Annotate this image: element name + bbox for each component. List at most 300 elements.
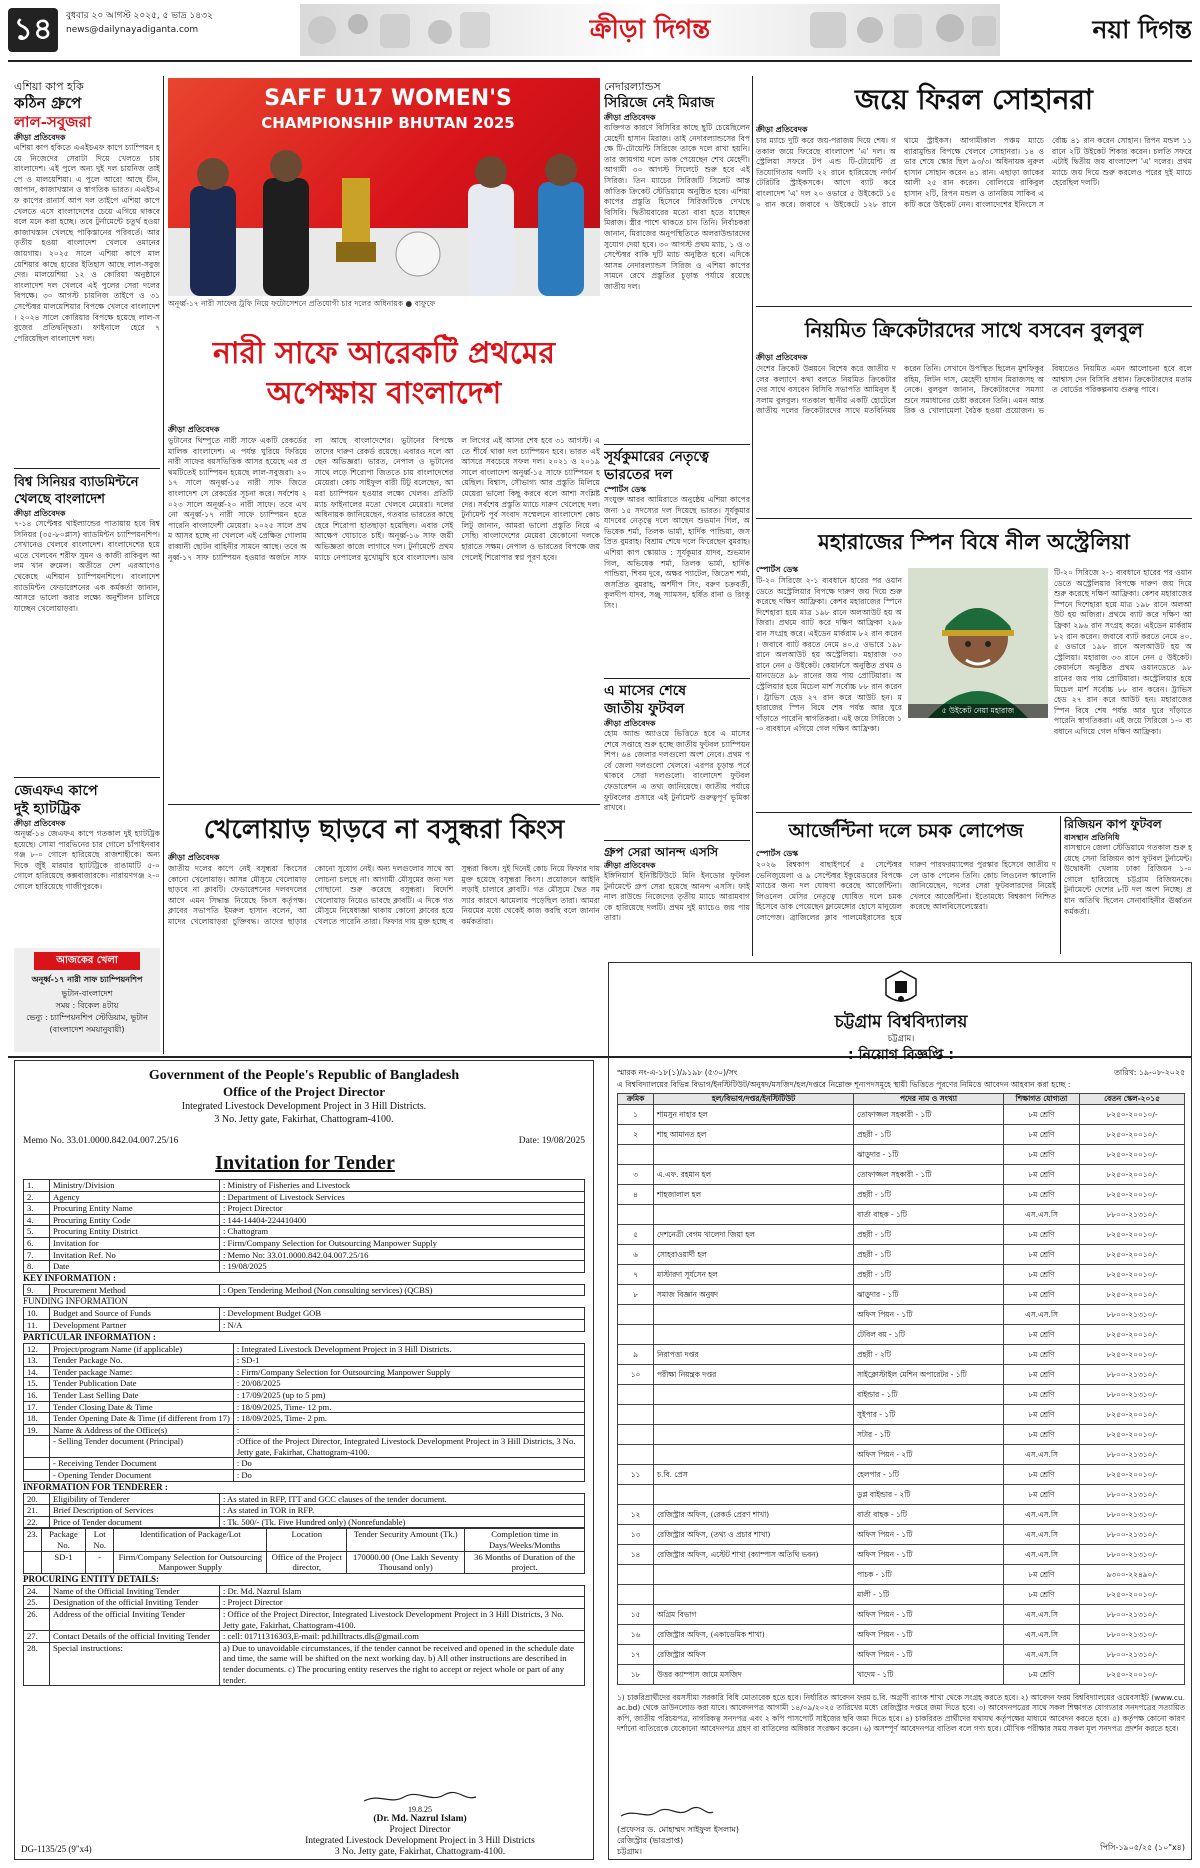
tender-cell: : Firm/Company Selection for Outsourcing Manpower Supply (233, 1366, 584, 1378)
kings-byline-text: ক্রীড়া প্রতিবেদক (168, 853, 220, 862)
cu-table-row (618, 1385, 1185, 1405)
cu-table-cell: ঝাড়ুদার - ১টি (854, 1285, 1004, 1305)
tender-cell: 21. (24, 1505, 50, 1517)
cu-table-cell: প্রহরী - ১টি (854, 1185, 1004, 1205)
tender-cell: Tender Publication Date (50, 1378, 234, 1390)
kings-headline (168, 810, 600, 850)
cu-table-cell (618, 1485, 654, 1505)
cu-table-cell: ৬ (618, 1245, 654, 1265)
maharaj-byline-text: স্পোর্টস ডেস্ক (756, 565, 799, 574)
saff-body: ভুটানের থিম্পুতে নারী সাফে একটি রেকর্ডের মালিক বাংলাদেশ। এ পর্যন্ত ঘুরিয়ে ফিরিয়ে নারী সাফের বয়সভিত্তিক আসর হয়েছে এর প্রথমটিতেই চ্যাম্পিয়ন হয়েছে লাল-সবুজরা। ২০১৭ সালে অনূর্ধ্ব-১৫ নারী সাফ জিতে বাংলাদেশ সে রেকর্ডের সূচনা করে। সর্বশেষ ২০২৩ সালে অনূর্ধ্ব-২০ নারী সাফে। তবে এখনো অনূর্ধ্ব-১৭ নারী সাফে চ্যাম্পিয়ন হতে পারেনি বাংলাদেশী মেয়েরা। ২০২৫ সালে প্রথম আসর হচ্ছে না খেললে এই প্রেক্ষিত গোলাম রাব্বানী ছোটন বাহিনীর সামনে আছে। তবে অনূর্ধ্ব-১৭ সাফ চ্যাম্পিয়ন হওয়ার অর্জনে সাফল্য আছে বাংলাদেশের। ভুটানের বিপক্ষে তাদের দারুণ রেকর্ড রয়েছে। এবারও দলে আছেন অভিজ্ঞরা। ভারত, নেপাল ও ভুটানের সাথে লড়ে শিরোপা জিততে চায় বাংলাদেশের মেয়েরা। কোচ সাইফুল বারী টিটু বলেছেন, আমরা চ্যাম্পিয়ন হওয়ার লক্ষ্যে খেলব। প্রতিটি ম্যাচ ফাইনালের মতো খেলবে মেয়েরা। দলের অধিনায়ক জানিয়েছেন, গতবার ভারতের কাছে হেরে শিরোপা হাতছাড়া হয়েছিল। এবার সেই আক্ষেপ ঘোচাতে চাই। অনূর্ধ্ব-১৬ সাফ জয়ী অভিজ্ঞতা কাজে লাগাবে দল। টুর্নামেন্টে প্রথম ম্যাচে নেপালের মুখোমুখি হবে বাংলাদেশ। ডাবল লিগের এই আসর শেষ হবে ৩১ আগস্ট। এতে শীর্ষে থাকা দল চ্যাম্পিয়ন হবে। ভারত এই আসরে সবচেয়ে সফল দল। ২০২১ ও ২০১৯ সালে বাংলাদেশ অনূর্ধ্ব-১৫ সাফে চ্যাম্পিয়ন হয়েছিল। বিশ্বাস, সৌভাগ্য আর প্রস্তুতি মিলিয়ে মেয়েরা ভালো কিছু করবে বলে আশা সংশ্লিষ্টদের। সর্বশেষ প্রস্তুতি ম্যাচে দারুণ খেলেছে দল। টুর্নামেন্ট পূর্ব সংবাদ সম্মেলনে বাংলাদেশ কোচ লিটু জানান, আমরা ভালো প্রস্তুতি নিয়ে এসেছি। বাংলাদেশের মেয়েরা যেকোনো দলকে হারাতে সক্ষম। নেপাল ও ভারতের বিপক্ষে জয় পেলেই শিরোপার স্বপ্ন পূরণ হবে। (168, 436, 600, 562)
tender-cell: - Receiving Tender Document (50, 1458, 234, 1470)
tender-table-3 (23, 1307, 585, 1331)
signature-mark (360, 1791, 480, 1805)
tender-row (24, 1493, 585, 1505)
cu-table-cell: ৮২৫০-২০০১০/- (1080, 1585, 1185, 1605)
tender-cell: Tender Closing Date & Time (50, 1401, 234, 1413)
tender-row (24, 1631, 585, 1643)
tender-package-cell: SD-1 (41, 1551, 85, 1573)
cu-table-cell: ৮২৫০-২০০১০/- (1080, 1285, 1185, 1305)
tender-cell: : Ministry of Fisheries and Livestock (220, 1180, 585, 1192)
cu-table-cell: অগ্রিম বিভাগ (654, 1605, 854, 1625)
cu-table-cell: ৮৮০০-২১৩১০/- (1080, 1505, 1185, 1525)
cu-table-cell: মাস্টারদা সূর্যসেন হল (654, 1265, 854, 1285)
argentina-byline-text: স্পোর্টস ডেস্ক (756, 849, 799, 858)
argentina-body: ২০২৬ বিশ্বকাপ বাছাইপর্বে ৫ সেপ্টেম্বর ভেনিজুয়েলা ও ৯ সেপ্টেম্বর ইকুয়েডরের বিপক্ষে ম্যাচের জন্য দল ঘোষণা করেছে আর্জেন্টিনা। লিওনেল মেসির নেতৃত্বে ঘোষিত দলে চমক হিসেবে ডাক পেয়েছেন ফ্লামেঙ্গোর হোসে মানুয়েল লোপেজ। ব্রাজিলের ক্লাব পালমেইরাসের হয়ে দারুণ পারফরম্যান্সের পুরস্কার হিসেবে জাতীয় দলে ডাক পেলেন তিনি। কোচ লিওনেল স্কালোনি জানিয়েছেন, দলের সেরা ফুটবলারদের নিয়েই খেলবে আর্জেন্টিনা। ইতোমধ্যে বিশ্বকাপ নিশ্চিত করেছে আলবিসেলেস্তেরা। (756, 860, 1056, 922)
tender-procuring: PROCURING ENTITY DETAILS: (23, 1573, 160, 1584)
tender-package-cell: Location (267, 1529, 347, 1551)
cricketer-illustration (908, 568, 1048, 718)
cu-table-cell: এস.এস.সি (1004, 1505, 1080, 1525)
cu-table-cell: ৮ম শ্রেণি (1004, 1325, 1080, 1345)
cu-table-cell: অফিস পিয়ন - ১টি (854, 1525, 1004, 1545)
cu-table-cell: ৮২৫০-২০০১০/- (1080, 1425, 1185, 1445)
paper-logo[interactable]: নয়া দিগন্ত (1092, 15, 1192, 44)
cu-table-cell: ১৭ (618, 1645, 654, 1665)
cu-table-row (618, 1665, 1185, 1685)
tender-table-1 (23, 1179, 585, 1273)
cu-table-cell: ১৪ (618, 1545, 654, 1565)
tender-cell: : As stated in RFP, ITT and GCC clauses of the tender document. (220, 1493, 585, 1505)
cu-table-row (618, 1325, 1185, 1345)
hockey-story (14, 80, 160, 464)
cu-header-cell: পদের নাম ও সংখ্যা (854, 1094, 1004, 1105)
cu-table-cell: ৮২৫০-২০০১০/- (1080, 1145, 1185, 1165)
cu-table-cell: এস.এস.সি (1004, 1445, 1080, 1465)
tender-row (24, 1585, 585, 1597)
tender-key-info: KEY INFORMATION : (23, 1272, 116, 1283)
tender-row (24, 1237, 585, 1249)
football-byline: ক্রীড়া প্রতিবেদক (604, 719, 656, 728)
cu-table-cell: অফিস পিয়ন - ২টি (854, 1445, 1004, 1465)
tender-row (24, 1597, 585, 1609)
saff-banner-1: SAFF U17 WOMEN'S (264, 86, 512, 111)
tender-funding: FUNDING INFORMATION (23, 1296, 128, 1307)
tender-notice (14, 1060, 594, 1860)
tender-cell: 7. (24, 1249, 50, 1261)
tender-cell: 28. (24, 1642, 50, 1685)
saff-banner-2: CHAMPIONSHIP BHUTAN 2025 (261, 114, 515, 132)
cu-ref: স্মারক নং-এ-১৮(১)/৯১৯৮ (৫৩০)/সং (617, 1068, 738, 1077)
cu-city: চট্টগ্রাম। (887, 1034, 915, 1044)
cu-table-cell: ৮ম শ্রেণি (1004, 1585, 1080, 1605)
tender-cell: : 144-14404-224410400 (220, 1214, 585, 1226)
cu-table-cell: রেজিস্ট্রার অফিস, (তথ্য ও প্রচার শাখা) (654, 1525, 854, 1545)
tender-row (24, 1249, 585, 1261)
cu-notes: ১) চাকরিপ্রার্থীদের বয়সসীমা সরকারি বিধি মোতাবেক হতে হবে। নির্ধারিত আবেদন ফরম চ.বি. অগ্রণী ব্যাংক শাখা থেকে সংগ্রহ করতে হবে। ২) আবেদন ফরম বিশ্ববিদ্যালয়ের ওয়েবসাইট (www.cu.ac.bd) থেকে ডাউনলোড করা যাবে। আবেদনপত্র আগামী ১৪/০৯/২০২৫ তারিখের মধ্যে রেজিস্ট্রার দপ্তরে জমা দিতে হবে। ৩) আবেদনপত্রের সাথে সকল শিক্ষাগত যোগ্যতার সনদপত্রের সত্যায়িত কপি, জাতীয় পরিচয়পত্র, নাগরিকত্ব সনদপত্র এবং ২ কপি পাসপোর্ট সাইজের ছবি জমা দিতে হবে। ৪) চাকরিরত প্রার্থীদের যথাযথ কর্তৃপক্ষের মাধ্যমে আবেদন করতে হবে। ৫) কর্তৃপক্ষ কোনো কারণ দর্শানো ব্যতিরেকে যেকোনো আবেদনপত্র গ্রহণ বা বাতিলের অধিকার সংরক্ষণ করেন। ৬) অসম্পূর্ণ আবেদনপত্র বাতিল বলে গণ্য হবে। মৌখিক পরীক্ষার সময় সকল মূল সনদপত্র প্রদর্শন করতে হবে। (617, 1693, 1185, 1734)
cu-table-row (618, 1165, 1185, 1185)
tender-cell: 19. (24, 1424, 50, 1436)
cu-table-cell: ৮৮০০-২১৩১০/- (1080, 1205, 1185, 1225)
tender-particular: PARTICULAR INFORMATION : (23, 1331, 156, 1342)
region-story (1064, 816, 1192, 954)
surya-byline: স্পোর্টস ডেস্ক (604, 485, 647, 494)
tender-row (24, 1413, 585, 1425)
tender-cell: : Do (233, 1458, 584, 1470)
cu-table-cell (654, 1325, 854, 1345)
tender-cell: 11. (24, 1319, 50, 1331)
tender-row (24, 1609, 585, 1631)
cu-table-cell: ৮৮০০-২১৩১০/- (1080, 1525, 1185, 1545)
tender-cell: : Chattogram (220, 1226, 585, 1238)
cu-table-cell: ৯ (618, 1345, 654, 1365)
col-divider-3 (604, 444, 750, 445)
cu-table-row (618, 1565, 1185, 1585)
tender-cell: Procurement Method (50, 1284, 220, 1296)
section-title: ক্রীড়া দিগন্ত (589, 15, 711, 45)
cu-header-cell: বেতন স্কেল-২০১৫ (1080, 1094, 1185, 1105)
saff-headline-1: নারী সাফে আরেকটি প্রথমের (212, 336, 556, 371)
tender-table-4 (23, 1343, 585, 1482)
tender-row (24, 1505, 585, 1517)
surya-story (604, 448, 750, 676)
tender-row (24, 1308, 585, 1320)
tender-cell: 18. (24, 1413, 50, 1425)
today-games-time: সময় : বিকেল ৪টায় (55, 1001, 119, 1010)
tender-row (24, 1458, 585, 1470)
cu-table-cell: হেলপার - ১টি (854, 1465, 1004, 1485)
cu-signature (617, 1805, 877, 1857)
tender-package-cell: Office of the Project director, (267, 1551, 347, 1573)
tender-cell: 22. (24, 1516, 50, 1528)
badminton-title-1: বিশ্ব সিনিয়র ব্যাডমিন্টনে (14, 475, 139, 490)
cu-table-cell (618, 1585, 654, 1605)
tender-row (24, 1214, 585, 1226)
saff-headline (168, 334, 600, 418)
tender-cell: Tender package Name: (50, 1366, 234, 1378)
tender-row (24, 1389, 585, 1401)
cu-table-row (618, 1485, 1185, 1505)
cu-table-cell: এস.এস.সি (1004, 1605, 1080, 1625)
cu-table-wrap (617, 1093, 1185, 1689)
cu-table-cell (654, 1145, 854, 1165)
cu-table-cell: ৮ম শ্রেণি (1004, 1225, 1080, 1245)
today-games-event: অনূর্ধ্ব-১৭ নারী সাফ চ্যাম্পিয়নশিপ (31, 975, 143, 984)
cu-table-cell (618, 1425, 654, 1445)
cu-table-cell: ১০ (618, 1365, 654, 1385)
vertical-rule-region (1060, 816, 1061, 954)
cu-table-row (618, 1145, 1185, 1165)
cu-table-cell: ৮৮০০-২১৩১০/- (1080, 1545, 1185, 1565)
cu-table-header (618, 1094, 1185, 1105)
surya-body: সংযুক্ত আরব আমিরাতে অনুষ্ঠেয় এশিয়া কাপের জন্য ১৫ সদস্যের দল দিয়েছে ভারত। সূর্যকুমার যাদবের নেতৃত্বে দলে আছেন শুভমান গিল, অভিষেক শর্মা, তিলক ভার্মা, হার্দিক পান্ডিয়া, জসপ্রিত বুমরাহ। বিশ্রাম শেষে দলে ফিরেছেন বুমরাহ। এশিয়া কাপ স্কোয়াড : সূর্যকুমার যাদব, শুভমান গিল, অভিষেক শর্মা, তিলক ভার্মা, হার্দিক পান্ডিয়া, শিবম দুবে, অক্ষর প্যাটেল, জিতেশ শর্মা, জসপ্রিত বুমরাহ, অর্শদীপ সিং, বরুণ চক্রবর্তী, কুলদীপ যাদব, সঞ্জু স্যামসন, হর্ষিত রানা ও রিংকু সিং। (604, 495, 750, 610)
tender-cell: - Opening Tender Document (50, 1470, 234, 1482)
cu-table-cell (618, 1325, 654, 1345)
bulbul-headline-text: নিয়মিত ক্রিকেটারদের সাথে বসবেন বুলবুল (804, 318, 1144, 342)
tender-package-row (24, 1551, 585, 1573)
maharaj-headline (756, 522, 1192, 562)
sohan-headline (756, 78, 1192, 122)
tender-cell: : Project Director (220, 1203, 585, 1215)
cu-table-cell: ৮২৫০-২০০১০/- (1080, 1125, 1185, 1145)
cu-table-row (618, 1265, 1185, 1285)
cu-table-cell: ৮ম শ্রেণি (1004, 1365, 1080, 1385)
tender-cell: 20. (24, 1493, 50, 1505)
cu-vacancy-table (617, 1093, 1185, 1685)
cu-table-cell: সটার - ১টি (854, 1425, 1004, 1445)
today-games-venue: ভেন্যু : চ্যাম্পিয়নশিপ স্টেডিয়াম, ভুটান (বাংলাদেশ সময়ানুযায়ী) (26, 1013, 148, 1034)
netherlands-story (604, 80, 750, 442)
group-best-story (604, 844, 750, 954)
tender-cell (24, 1436, 50, 1458)
cu-table-cell: এ.এফ. রহমান হল (654, 1165, 854, 1185)
sohan-headline-text: জয়ে ফিরল সোহানরা (854, 83, 1094, 116)
bulbul-byline (756, 352, 896, 364)
cu-table-row (618, 1305, 1185, 1325)
tender-cell (24, 1470, 50, 1482)
tender-table-6 (23, 1585, 585, 1686)
cu-table-cell: ৮২৫০-২০০১০/- (1080, 1105, 1185, 1125)
cu-table-cell: ৮ম শ্রেণি (1004, 1485, 1080, 1505)
tender-dg-code: DG-1135/25 (9"x4) (21, 1844, 92, 1854)
cu-table-cell: ৮২৫০-২০০১০/- (1080, 1245, 1185, 1265)
cu-date: তারিখ: ১৯-০৮-২০২৫ (1114, 1068, 1185, 1077)
cu-table-cell (654, 1385, 854, 1405)
cu-table-row (618, 1525, 1185, 1545)
tender-cell: Development Partner (50, 1319, 220, 1331)
tender-cell: 9. (24, 1284, 50, 1296)
today-games-title: আজকের খেলা (34, 952, 140, 970)
tender-row (24, 1191, 585, 1203)
tender-cell: Procuring Entity Code (50, 1214, 220, 1226)
kings-byline (168, 852, 308, 864)
cu-table-cell: শাহ আমানত হল (654, 1125, 854, 1145)
group-best-byline: ক্রীড়া প্রতিবেদক (604, 861, 656, 870)
page-number-badge: ১৪ (8, 8, 58, 52)
tender-cell: Invitation Ref. No (50, 1249, 220, 1261)
cu-table-cell: ডুপ্ল বাইন্ডার - ২টি (854, 1485, 1004, 1505)
cu-table-cell: ৩ (618, 1165, 654, 1185)
masthead (0, 0, 1200, 66)
cu-table-cell (654, 1205, 854, 1225)
cu-header-cell: হল/বিভাগ/দপ্তর/ইনস্টিটিউট (654, 1094, 854, 1105)
tender-cell: 8. (24, 1261, 50, 1273)
tender-cell: 6. (24, 1237, 50, 1249)
tender-row (24, 1180, 585, 1192)
cu-sig-name: (প্রফেসর ড. মোহাম্মদ সাইফুল ইসলাম) (617, 1825, 739, 1834)
captains-illustration (168, 78, 600, 296)
cu-table-cell: অফিস পিয়ন - ১টি (854, 1545, 1004, 1565)
jfa-story (14, 782, 160, 942)
football-story (604, 682, 750, 838)
cu-table-row (618, 1125, 1185, 1145)
cu-table-cell (618, 1405, 654, 1425)
cu-table-cell: অফিস পিয়ন - ১টি (854, 1605, 1004, 1625)
cu-table-cell: ৮২৫০-২০০১০/- (1080, 1225, 1185, 1245)
tender-table-2 (23, 1284, 585, 1297)
tender-cell (24, 1458, 50, 1470)
football-title-2: জাতীয় ফুটবল (604, 701, 685, 717)
tender-row (24, 1436, 585, 1458)
cu-table-row (618, 1405, 1185, 1425)
tender-cell: : Department of Livestock Services (220, 1191, 585, 1203)
tender-cell: : Firm/Company Selection for Outsourcing Manpower Supply (220, 1237, 585, 1249)
football-title-1: এ মাসের শেষে (604, 683, 687, 699)
netherlands-kicker: নেদারল্যান্ডস (604, 80, 661, 93)
cu-table-cell: ৮২৫০-২০০১০/- (1080, 1465, 1185, 1485)
cu-table-cell: ৯৩০০-২২৪৯০/- (1080, 1565, 1185, 1585)
tender-cell: : Office of the Project Director, Integrated Livestock Development Project in 3 Hill Districts, 3 No. Jetty gate, Fakirhat, Chattogram-4100. (220, 1609, 585, 1631)
vertical-rule-left (163, 76, 164, 1054)
tender-cell: : 18/09/2025, Time- 2 pm. (233, 1413, 584, 1425)
cu-table-cell: ৮ম শ্রেণি (1004, 1165, 1080, 1185)
cu-table-cell: ৮ম শ্রেণি (1004, 1405, 1080, 1425)
tender-cell: Ministry/Division (50, 1180, 220, 1192)
badminton-byline: ক্রীড়া প্রতিবেদক (14, 509, 66, 518)
cu-table-row (618, 1285, 1185, 1305)
sports-collage-right (800, 4, 1000, 56)
tender-address: 3 No. Jetty gate, Fakirhat, Chattogram-4100. (214, 1114, 394, 1125)
cu-table-cell: ৮৮০০-২১৩১০/- (1080, 1605, 1185, 1625)
kings-body: জাতীয় দলের কাপে নেই বসুন্ধরা কিংসের কোনো খেলোয়াড়। আসন্ন মৌসুমে খেলোয়াড় ছাড়বে না ক্লাবটি। ফেডারেশনের দলবদলের আগে এমন সিদ্ধান্ত নিয়েছে কিংস কর্তৃপক্ষ। ক্লাবের সভাপতি ইমরুল হাসান বলেন, আমাদের খেলোয়াড়রা চুক্তিবদ্ধ। তাদের ছাড়ার কোনো সুযোগ নেই। অন্য দলগুলোর সাথে আলোচনা চলছে না। আগামী মৌসুমের জন্য দল গোছানো শুরু করেছে বসুন্ধরা। বিদেশি খেলোয়াড় নিয়েও ভাবছে ক্লাবটি। এ দিকে গত মৌসুমে নিষেধাজ্ঞা থাকায় কোনো ক্লাবের হয়ে খেলতে পারেনি তারা। ফিফার দায় মুক্ত হচ্ছে বসুন্ধরা কিংস। দুই দিনেই কোচ নিয়ে ফিফার দায় মুক্ত হয়েছে বসুন্ধরা কিংস। প্রয়োজনে আইনি লড়াই চালাবে ক্লাবটি। গত মৌসুমে দ্বৈত সমস্যার কারণে ঝামেলায় পড়েছিল তারা। আমরা নিয়মের মধ্যে থেকেই কাজ করছি বলে জানান কর্মকর্তারা। (168, 864, 600, 926)
hockey-byline: ক্রীড়া প্রতিবেদক (14, 133, 66, 142)
cu-table-cell: এস.এস.সি (1004, 1625, 1080, 1645)
cu-table-cell: ৮ম শ্রেণি (1004, 1385, 1080, 1405)
cu-table-cell: পরীক্ষা নিয়ন্ত্রক দপ্তর (654, 1365, 854, 1385)
tender-row (24, 1203, 585, 1215)
tender-cell: 16. (24, 1389, 50, 1401)
cu-table-cell: এস.এস.সি (1004, 1205, 1080, 1225)
sohan-bottom-rule (756, 306, 1192, 307)
saff-byline (168, 424, 308, 436)
cu-table-cell: মালী - ১টি (854, 1585, 1004, 1605)
cu-table-cell: বার্তা বাহক - ১টি (854, 1205, 1004, 1225)
tender-cell: : (233, 1424, 584, 1436)
cu-table-cell: ১ (618, 1105, 654, 1125)
tender-cell: 10. (24, 1308, 50, 1320)
tender-cell: 17. (24, 1401, 50, 1413)
saff-photo (168, 78, 600, 296)
cu-table-row (618, 1545, 1185, 1565)
cu-table-cell: চ.বি. প্রেস (654, 1465, 854, 1485)
tender-package-cell: Lot No. (86, 1529, 114, 1551)
cu-table-cell: সাইক্লোস্টাইল মেশিন অপারেটর - ১টি (854, 1365, 1004, 1385)
tender-cell: a) Due to unavoidable circumstances, if the tender cannot be received and opened in the schedule date and time, the same will be shifted on the next working day. b) All other instructions are described in tender documents. c) The procuring entity reserves the right to accept or reject whole or part of any tender. (220, 1642, 585, 1685)
cu-table-cell: প্রহরী - ১টি (854, 1225, 1004, 1245)
tender-row (24, 1424, 585, 1436)
cu-table-cell: ৮ (618, 1285, 654, 1305)
cu-table-cell: ৮২৫০-২০০১০/- (1080, 1665, 1185, 1685)
tender-row (24, 1366, 585, 1378)
cu-table-cell: উত্তর ক্যাম্পাস জামে মসজিদ (654, 1665, 854, 1685)
cu-table-cell: ১৮ (618, 1665, 654, 1685)
jfa-body: অনূর্ধ্ব-১৪ জেএফএ কাপে গতকাল দুই হ্যাটট্রিক হয়েছে। সোমা পারভিনের চার গোলে চাঁপাইনবাবগঞ্জ ৮-০ গোলে হারিয়েছে রাজশাহীকে। অন্য দিকে জুঁই মারমার হ্যাটট্রিকে রাঙামাটি ৫-০ গোলে হারিয়েছে কক্সবাজারকে। নারায়ণগঞ্জ ২-০ গোলে হারিয়েছে গাজীপুরকে। (14, 829, 160, 891)
cu-table-cell: ৮৮০০-২১৩১০/- (1080, 1445, 1185, 1465)
tender-cell: Tender Package No. (50, 1355, 234, 1367)
cu-table-cell: এস.এস.সি (1004, 1545, 1080, 1565)
tender-package-cell (24, 1551, 42, 1573)
jfa-byline: ক্রীড়া প্রতিবেদক (14, 819, 66, 828)
cu-table-cell (618, 1565, 654, 1585)
cu-table-cell: সুইপার - ১টি (854, 1405, 1004, 1425)
surya-title-1: সূর্যকুমারের নেতৃত্বে (604, 449, 709, 465)
cu-table-cell: প্রহরী - ২টি (854, 1345, 1004, 1365)
tender-package-cell: - (86, 1551, 114, 1573)
tender-cell: 26. (24, 1609, 50, 1631)
saff-photo-caption: অনূর্ধ্ব-১৭ নারী সাফের ট্রফি নিয়ে ফটোসেশনে প্রতিযোগী চার দলের অধিনায়ক ● বাফুফে (168, 299, 436, 308)
tender-package-table (23, 1528, 585, 1573)
cu-table-row (618, 1425, 1185, 1445)
cu-table-row (618, 1225, 1185, 1245)
cu-table-cell: দেশনেত্রী বেগম খালেদা জিয়া হল (654, 1225, 854, 1245)
cu-table-row (618, 1185, 1185, 1205)
tender-cell: Brief Description of Services (50, 1505, 220, 1517)
tender-cell: Procuring Entity Name (50, 1203, 220, 1215)
tender-signature (255, 1791, 585, 1857)
cu-table-cell: ১১ (618, 1465, 654, 1485)
cu-table-cell (654, 1485, 854, 1505)
tender-cell: 27. (24, 1631, 50, 1643)
tender-cell: 15. (24, 1378, 50, 1390)
cu-table-cell: ৮ম শ্রেণি (1004, 1105, 1080, 1125)
tender-cell: Address of the official Inviting Tender (50, 1609, 220, 1631)
cu-table-cell: সোহরাওয়ার্দী হল (654, 1245, 854, 1265)
cu-table-cell (618, 1145, 654, 1165)
cu-table-cell: রেজিস্ট্রার অফিস, এস্টেট শাখা (ক্যাম্পাস অতিথি ভবন) (654, 1545, 854, 1565)
cu-header-cell: ক্রমিক (618, 1094, 654, 1105)
cu-table-cell: ঝাড়ুদার - ১টি (854, 1145, 1004, 1165)
tender-cell: : SD-1 (233, 1355, 584, 1367)
tender-table (23, 1179, 585, 1789)
masthead-email[interactable]: news@dailynayadiganta.com (66, 25, 199, 35)
cu-notice (608, 962, 1192, 1860)
argentina-byline (756, 848, 896, 860)
cu-table-cell: এস.এস.সি (1004, 1645, 1080, 1665)
tender-cell: Invitation for (50, 1237, 220, 1249)
tender-cell: : Project Director (220, 1597, 585, 1609)
cu-table-cell: ৮ম শ্রেণি (1004, 1425, 1080, 1445)
badminton-body: ৭-১৪ সেপ্টেম্বর থাইল্যান্ডের পাতায়ায় হবে বিশ্ব সিনিয়র (৩৫-৮০প্লাস) ব্যাডমিন্টন চ্যাম্পিয়নশিপ। সেখানেও খেলবে বাংলাদেশ। বাংলাদেশের হয়ে এতে খেলবেন শরীফ সুমন ও কাজী রাকিবুল আলম খান রুমেল। অতীতে দেশ এরআগেও থেকেছে এশিয়ান চ্যাম্পিয়নশিপে। বাংলাদেশ ব্যাডমিন্টন ফেডারেশনের এক কর্মকর্তা জানান, আসরে ভালো করার লক্ষ্যে অনুশীলন চালিয়ে যাচ্ছেন খেলোয়াড়রা। (14, 519, 160, 613)
cu-table-cell: অফিস পিয়ন - ১টি (854, 1645, 1004, 1665)
cu-table-cell: প্রহরী - ১টি (854, 1245, 1004, 1265)
cu-table-cell: ৮ম শ্রেণি (1004, 1265, 1080, 1285)
tender-gov: Government of the People's Republic of Bangladesh (148, 1068, 460, 1083)
tender-cell: : Memo No: 33.01.0000.842.04.007.25/16 (220, 1249, 585, 1261)
signature-mark (617, 1806, 717, 1820)
cu-table-cell (618, 1385, 654, 1405)
region-title: রিজিয়ন কাপ ফুটবল (1064, 817, 1162, 831)
cu-table-cell: ১২ (618, 1505, 654, 1525)
tender-sig-date: 19.8.25 (408, 1805, 432, 1814)
cu-table-cell: ৮ম শ্রেণি (1004, 1285, 1080, 1305)
tender-cell: 4. (24, 1214, 50, 1226)
maharaj-body-left: টি-২০ সিরিজে ২-১ ব্যবধানে হারের পর ওয়ানডেতে অস্ট্রেলিয়ার বিপক্ষে দারুণ জয় দিয়ে শুরু করেছে দক্ষিণ আফ্রিকা। কেশব মহারাজের স্পিনে দিশেহারা হয়ে মাত্র ১৯৮ রানে অলআউট হয় অজিরা। প্রথমে ব্যাট করে দক্ষিণ আফ্রিকা ২৯৬ রান সংগ্রহ করে। এইডেন মার্করাম ৮২ রান করেন। জবাবে ব্যাট করতে নেমে ৪০.৫ ওভারে ১৯৮ রানে অলআউট হয় অস্ট্রেলিয়া। মহারাজ ৩৩ রানে নেন ৫ উইকেট। কেয়ার্নসে অনুষ্ঠিত প্রথম ওয়ানডেতে ৯৮ রানের জয় পায় প্রোটিয়ারা। অস্ট্রেলিয়ার হয়ে মিচেল মার্শ সর্বোচ্চ ৮৮ রান করেন। ট্রাভিস হেড ২৭ রান করে আউট হন। মহারাজের স্পিন বিষে শেষ পর্যন্ত আর ঘুরে দাঁড়াতে পারেনি স্বাগতিকরা। এই জয়ে সিরিজে ১-০ ব্যবধানে এগিয়ে গেল দক্ষিণ আফ্রিকা। (756, 576, 902, 734)
tender-cell: : Tk. 500/- (Tk. Five Hundred only) (Nonrefundable) (220, 1516, 585, 1528)
cu-table-row (618, 1445, 1185, 1465)
tender-cell: : 18/09/2025, Time- 12 pm. (233, 1401, 584, 1413)
tender-sig-name: (Dr. Md. Nazrul Islam) (373, 1814, 467, 1824)
bulbul-bottom-rule (756, 518, 1192, 519)
tender-date: Date: 19/08/2025 (518, 1136, 585, 1146)
tender-row (24, 1378, 585, 1390)
bulbul-headline (756, 310, 1192, 350)
tender-row (24, 1642, 585, 1685)
cu-table-cell: নিরাপত্তা দপ্তর (654, 1345, 854, 1365)
cu-table-cell: অফিস পিয়ন - ১টি (854, 1305, 1004, 1325)
cu-table-row (618, 1645, 1185, 1665)
cu-table-cell: ১৫ (618, 1605, 654, 1625)
cu-table-cell: তোফাজ্জল সহকারী - ১টি (854, 1105, 1004, 1125)
bulbul-body: দেশের ক্রিকেট উন্নয়নে বিশেষ করে জাতীয় দলের কল্যাণে কথা বলতে নিয়মিত ক্রিকেটারদের সাথে বসবেন বিসিবি সভাপতি আমিনুল ইসলাম বুলবুল। গতকাল স্থানীয় একটি হোটেলে জাতীয় দলের ক্রিকেটারদের সাথে মতবিনিময় করেন তিনি। সেখানে উপস্থিত ছিলেন মুশফিকুর রহিম, লিটন দাস, মেহেদী হাসান মিরাজসহ অনেকে। বুলবুল জানান, ক্রিকেটারদের সমস্যা শুনে সমাধানের চেষ্টা করবেন তিনি। এমন আন্তরিক ও খোলামেলা বৈঠক হওয়া প্রয়োজন। ভবিষ্যতেও নিয়মিত এমন আলোচনা হবে বলে আশ্বাস দেন বিসিবি প্রধান। ক্রিকেটারদের মতামত বোর্ডের পরিকল্পনায় গুরুত্ব পাবে। (756, 364, 1192, 416)
tender-cell: 1. (24, 1180, 50, 1192)
tender-cell: Agency (50, 1191, 220, 1203)
football-body: হোম অ্যান্ড অ্যাওয়ে ভিত্তিতে হবে এ মাসের শেষে সপ্তাহে শুরু হচ্ছে জাতীয় ফুটবল চ্যাম্পিয়নশিপ। ৬৪ জেলার দলগুলো অংশ নেবে। প্রথম পর্বে জেলা দলগুলো খেলবে। এরপর চূড়ান্ত পর্বে থাকবে সেরা দলগুলো। বাংলাদেশ ফুটবল ফেডারেশন এ তথ্য জানিয়েছে। জাতীয় পর্যায়ে ফুটবলের প্রসারে এই টুর্নামেন্ট গুরুত্বপূর্ণ ভূমিকা রাখবে। (604, 729, 750, 813)
maharaj-byline (756, 564, 896, 576)
cu-table-cell: রেজিস্ট্রার অফিস, (একাডেমিক শাখা) (654, 1625, 854, 1645)
tender-package-cell: Completion time in Days/Weeks/Months (465, 1529, 585, 1551)
tender-row (24, 1343, 585, 1355)
badminton-title-2: খেলছে বাংলাদেশ (14, 492, 105, 507)
